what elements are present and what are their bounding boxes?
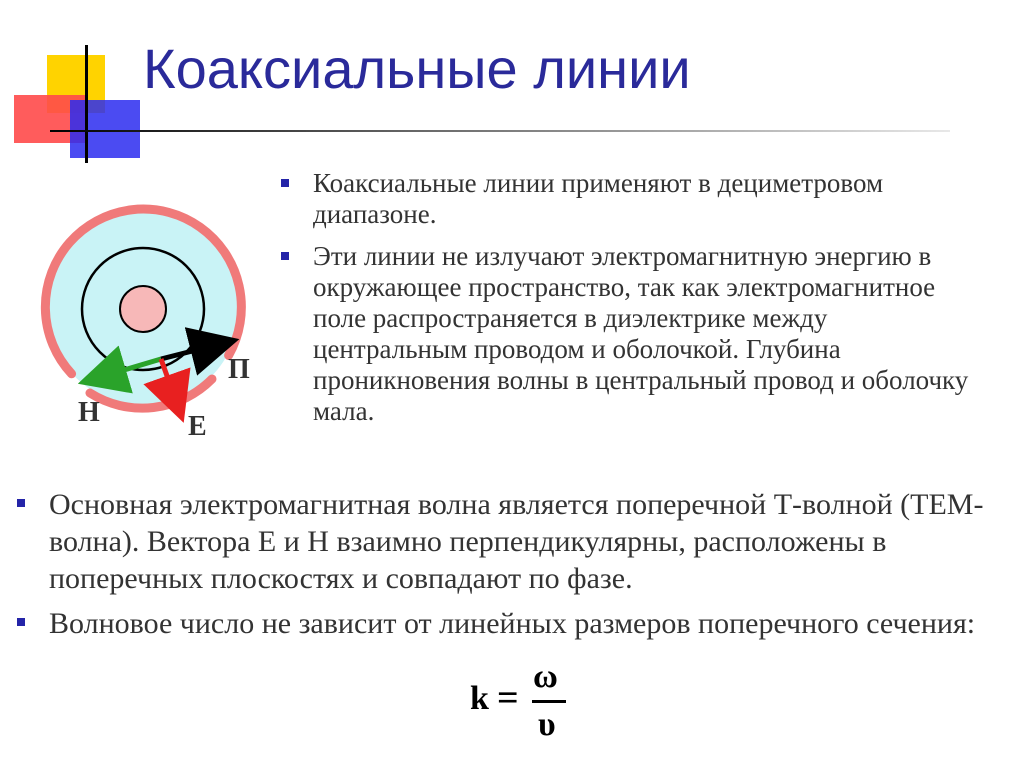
bullet-item [17,605,1007,642]
square-bullet-icon [17,499,25,507]
formula-denominator: υ [538,706,556,743]
formula-equals: = [497,677,519,719]
bullet-item [17,486,1007,597]
formula-numerator: ω [533,658,558,695]
formula-lhs: k [470,680,489,717]
label-p: П [228,354,250,385]
coax-diagram [30,195,270,455]
decor-vertical-line [85,45,88,163]
bullet-text: Основная электромагнитная волна является поперечной Т-волной (ТЕМ-волна). Вектора Е и Н взаимно перпендикулярны, расположены в поперечных плоскостях и совпадают по фазе. [49,488,984,595]
bullet-item [278,168,978,230]
label-e: E [188,411,207,442]
bullet-text: Эти линии не излучают электромагнитную энергию в окружающее пространство, так как электромагнитное поле распространяется в диэлектрике между центральным проводом и оболочкой. Глубина проникновения волны в центральный провод и оболочку мала. [313,241,969,426]
bullet-text: Волновое число не зависит от линейных размеров поперечного сечения: [49,607,976,640]
wave-number-formula [470,660,580,760]
label-h: H [78,397,100,428]
square-bullet-icon [281,252,289,260]
title-underline [50,130,950,132]
square-bullet-icon [17,618,25,626]
bullet-item [278,241,978,427]
bullet-text: Коаксиальные линии применяют в дециметровом диапазоне. [313,168,884,229]
square-bullet-icon [281,179,289,187]
bullet-list-bottom [17,486,1007,650]
slide-title: Коаксиальные линии [143,37,691,100]
decor-blue-square [70,100,140,158]
fraction-bar [532,700,566,703]
bullet-list-top [278,168,978,438]
center-conductor [120,286,166,332]
